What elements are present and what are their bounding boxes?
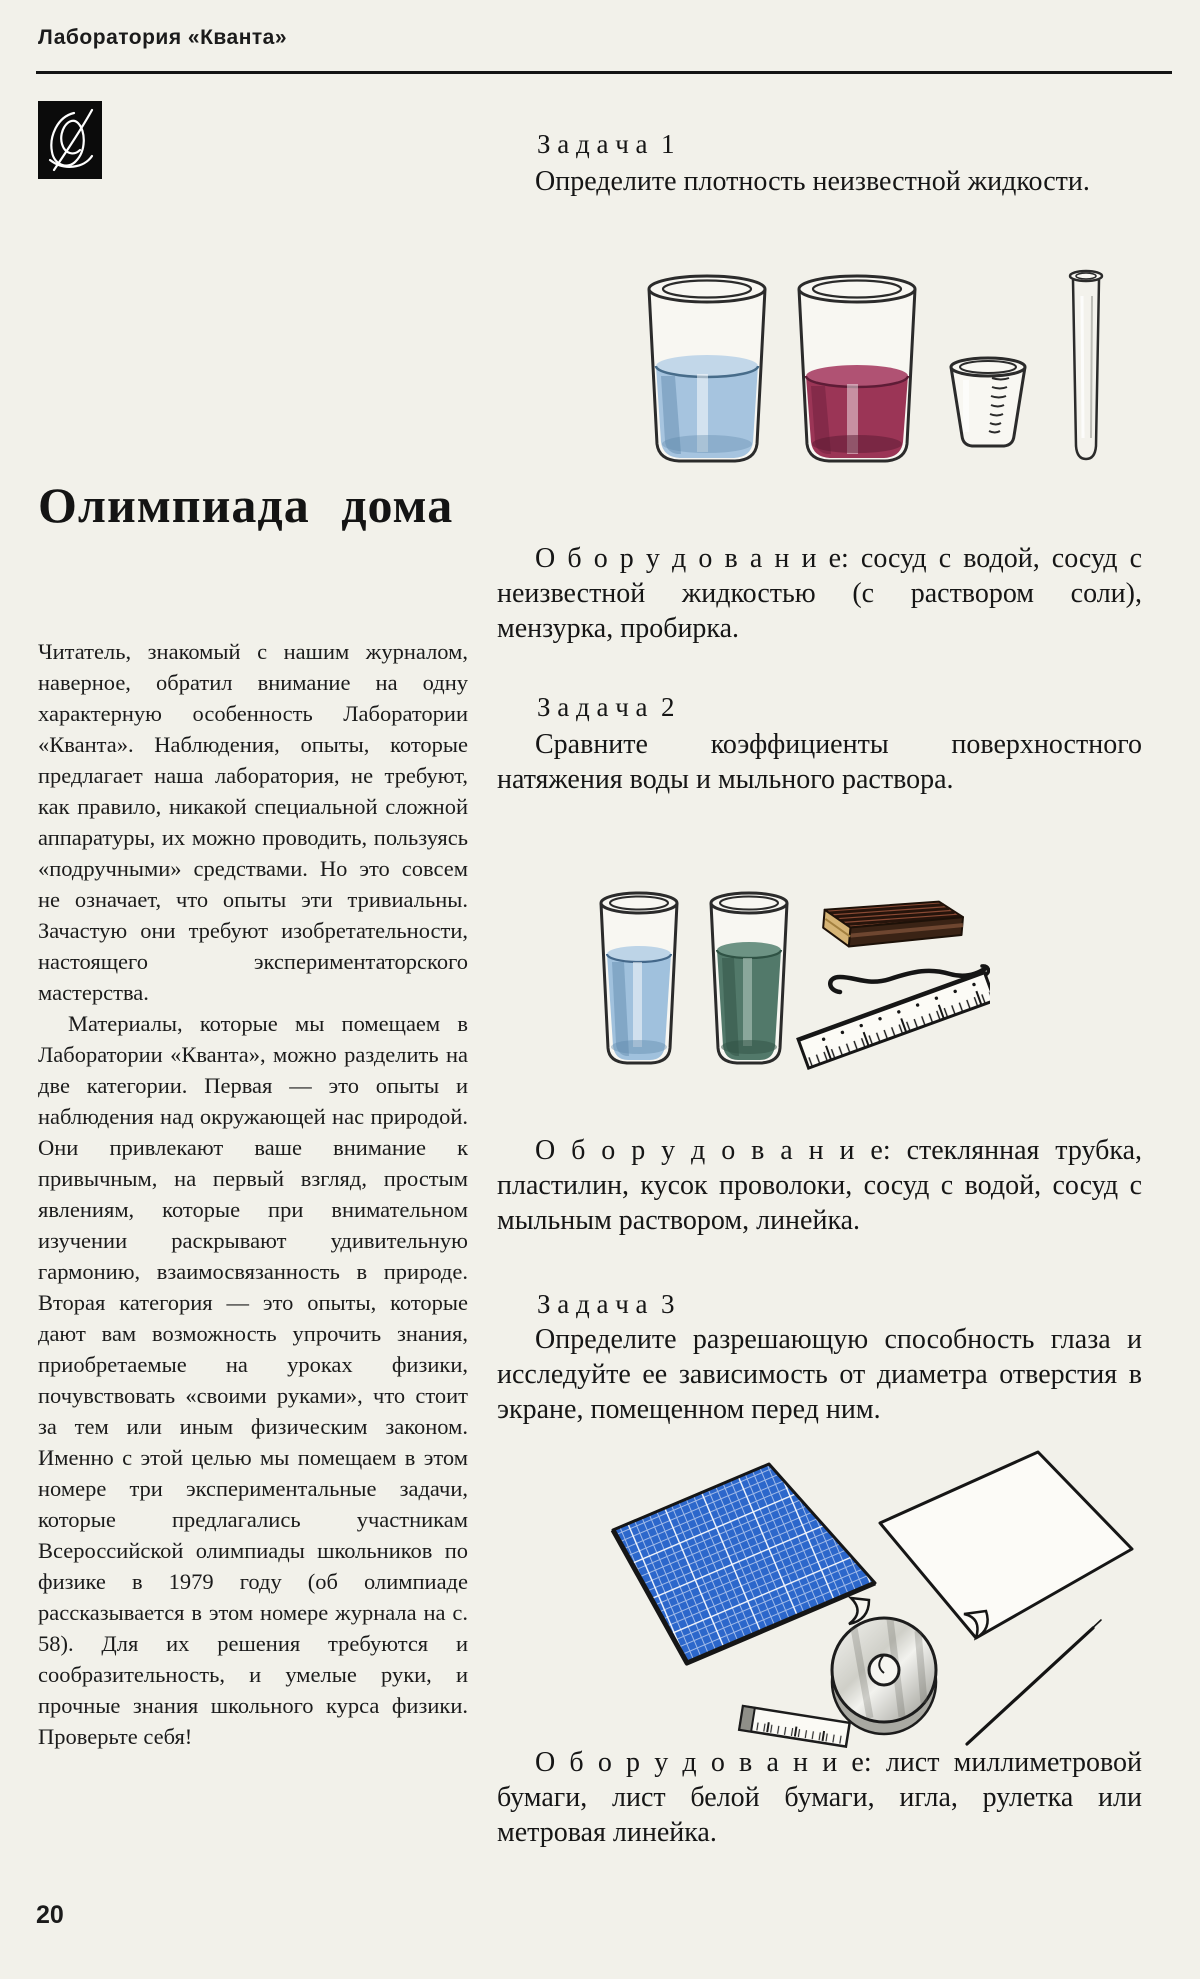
white-paper-sheet	[880, 1452, 1132, 1638]
equipment-label: О б о р у д о в а н и е:	[535, 1747, 872, 1778]
task1-statement: Определите плотность неизвестной жидкости.	[535, 166, 1090, 197]
task2-heading: З а д а ч а 2	[537, 692, 675, 722]
task2-statement: Сравните коэффициенты поверхностного натяжения воды и мыльного раствора.	[497, 729, 1142, 795]
article-title: Олимпиада дома	[38, 477, 454, 533]
rubric-label: Лаборатория «Кванта»	[38, 26, 288, 49]
soap-solution-glass	[711, 893, 787, 1063]
equipment-text: лист миллиметровой бумаги, лист белой бумаги, игла, рулетка или метровая линейка.	[497, 1747, 1143, 1848]
task2-illustration	[590, 880, 990, 1090]
water-glass	[601, 893, 677, 1063]
kvant-lab-logo	[38, 101, 102, 179]
task1-heading: З а д а ч а 1	[537, 129, 675, 159]
unknown-liquid-beaker	[799, 276, 915, 461]
tape-measure	[739, 1618, 936, 1747]
task1-illustration	[645, 262, 1115, 467]
task3-equipment	[497, 1745, 1142, 1850]
test-tube	[1070, 271, 1102, 459]
plasticine-bar	[820, 886, 966, 962]
measuring-cup	[951, 358, 1025, 446]
header-rule	[36, 71, 1172, 74]
article-paragraph-2: Материалы, которые мы помещаем в Лаборатории «Кванта», можно разделить на две категории. Первая — это опыты и наблюдения над окружающей нас природой. Они привлекают ваше внимание к привычным, на первый взгляд, простым явлениям, которые при внимательном изучении раскрывают удивительную гармонию, взаимосвязанность в природе. Вторая категория — это опыты, которые дают вам возможность упрочить знания, приобретаемые на уроках физики, почувствовать «своими руками», что стоит за тем или иным физическим законом. Именно с этой целью мы помещаем в этом номере три экспериментальные задачи, которые предлагались участникам Всероссийской олимпиады школьников по физике в 1979 году (об олимпиаде рассказывается в этом номере журнала на с. 58). Для их решения требуются и сообразительность, и умелые руки, и прочные знания школьного курса физики. Проверьте себя!	[38, 1011, 468, 1749]
task3-heading: З а д а ч а 3	[537, 1289, 675, 1319]
article-paragraph-1: Читатель, знакомый с нашим журналом, наверное, обратил внимание на одну характерную особенность Лаборатории «Кванта». Наблюдения, опыты, которые предлагает наша лаборатория, не требуют, как правило, никакой специальной сложной аппаратуры, их можно проводить, пользуясь «подручными» средствами. Но это совсем не означает, что опыты эти тривиальны. Зачастую они требуют изобретательности, настоящего экспериментаторского мастерства.	[38, 639, 468, 1005]
equipment-text: сосуд с водой, сосуд с неизвестной жидкостью (с раствором соли), мензурка, пробирка.	[497, 543, 1143, 644]
task2-equipment	[497, 1133, 1142, 1238]
water-beaker	[649, 276, 765, 461]
task3-statement: Определите разрешающую способность глаза и исследуйте ее зависимость от диаметра отверстия в экране, помещенном перед ним.	[497, 1324, 1142, 1425]
page-number: 20	[36, 1901, 64, 1929]
equipment-label: О б о р у д о в а н и е:	[535, 1135, 891, 1166]
equipment-label: О б о р у д о в а н и е:	[535, 543, 849, 574]
tape-strip	[739, 1706, 849, 1747]
equipment-text: стеклянная трубка, пластилин, кусок проволоки, сосуд с водой, сосуд с мыльным раствором, линейка.	[497, 1135, 1142, 1236]
ruler	[798, 971, 990, 1068]
needle	[967, 1620, 1101, 1744]
task3-illustration	[595, 1448, 1155, 1748]
article-body	[38, 636, 468, 1752]
task1-equipment	[497, 541, 1142, 646]
graph-paper-sheet	[613, 1464, 875, 1663]
pen-flourish-icon	[41, 105, 99, 175]
